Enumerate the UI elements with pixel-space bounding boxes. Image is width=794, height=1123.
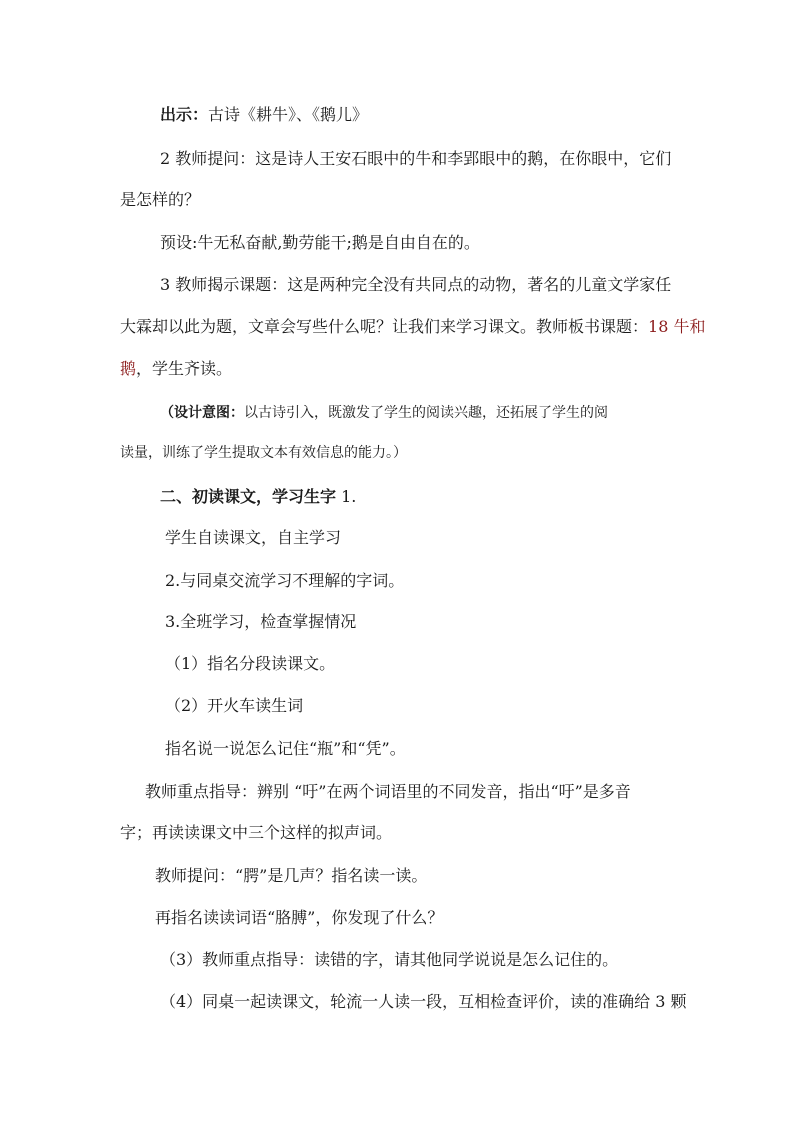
list-item: （1）指名分段读课文。 — [165, 654, 336, 673]
topic-title-part2: 鹅 — [120, 359, 137, 378]
paragraph-peer-reading: （4）同桌一起读课文，轮流一人读一段，互相检查评价，读的准确给 3 颗 — [160, 992, 687, 1011]
design-intent-line1 — [160, 403, 608, 423]
paragraph-preset: 预设:牛无私奋献,勤劳能干;鹅是自由自在的。 — [160, 233, 480, 252]
topic-title-part1: 18 牛和 — [648, 317, 706, 336]
list-item: 指名说一说怎么记住“瓶”和“凭”。 — [165, 739, 406, 758]
paragraph-question-line1: 2 教师提问：这是诗人王安石眼中的牛和李郢眼中的鹅，在你眼中，它们 — [160, 149, 672, 168]
show-label: 出示： — [160, 105, 209, 124]
paragraph-guidance-line1: 教师重点指导：辨别 “吁”在两个词语里的不同发音，指出“吁”是多音 — [145, 782, 631, 801]
paragraph-question-line2: 是怎样的？ — [120, 190, 201, 209]
section-heading-text: 二、初读课文，学习生字 — [160, 487, 337, 506]
section-heading-suffix: 1. — [336, 487, 357, 506]
list-item: 2.与同桌交流学习不理解的字词。 — [165, 571, 405, 590]
topic-line3-text: ，学生齐读。 — [136, 359, 233, 378]
list-item: 学生自读课文，自主学习 — [165, 528, 342, 547]
paragraph-topic-line2 — [120, 317, 705, 337]
paragraph-guidance-3: （3）教师重点指导：读错的字，请其他同学说说是怎么记住的。 — [160, 950, 619, 969]
paragraph-topic-line3 — [120, 359, 232, 379]
list-item: 3.全班学习，检查掌握情况 — [165, 612, 357, 631]
show-text: 古诗《耕牛》、《鹅儿》 — [208, 105, 369, 124]
paragraph-read-again: 再指名读读词语“胳膊”，你发现了什么？ — [155, 908, 444, 927]
design-intent-line2: 读量，训练了学生提取文本有效信息的能力。） — [120, 445, 407, 461]
design-intent-label: （设计意图： — [160, 405, 244, 421]
list-item: （2）开火车读生词 — [165, 696, 304, 715]
paragraph-topic-line1: 3 教师揭示课题：这是两种完全没有共同点的动物，著名的儿童文学家任 — [160, 275, 672, 294]
paragraph-guidance-line2: 字；再读读课文中三个这样的拟声词。 — [120, 823, 393, 842]
design-intent-text: 以古诗引入，既激发了学生的阅读兴趣，还拓展了学生的阅 — [244, 405, 608, 421]
section-heading — [160, 487, 356, 507]
paragraph-teacher-question: 教师提问：“腭”是几声？指名读一读。 — [155, 866, 428, 885]
topic-line2-text: 大霖却以此为题，文章会写些什么呢？让我们来学习课文。教师板书课题： — [120, 317, 649, 336]
paragraph-show — [160, 105, 368, 125]
